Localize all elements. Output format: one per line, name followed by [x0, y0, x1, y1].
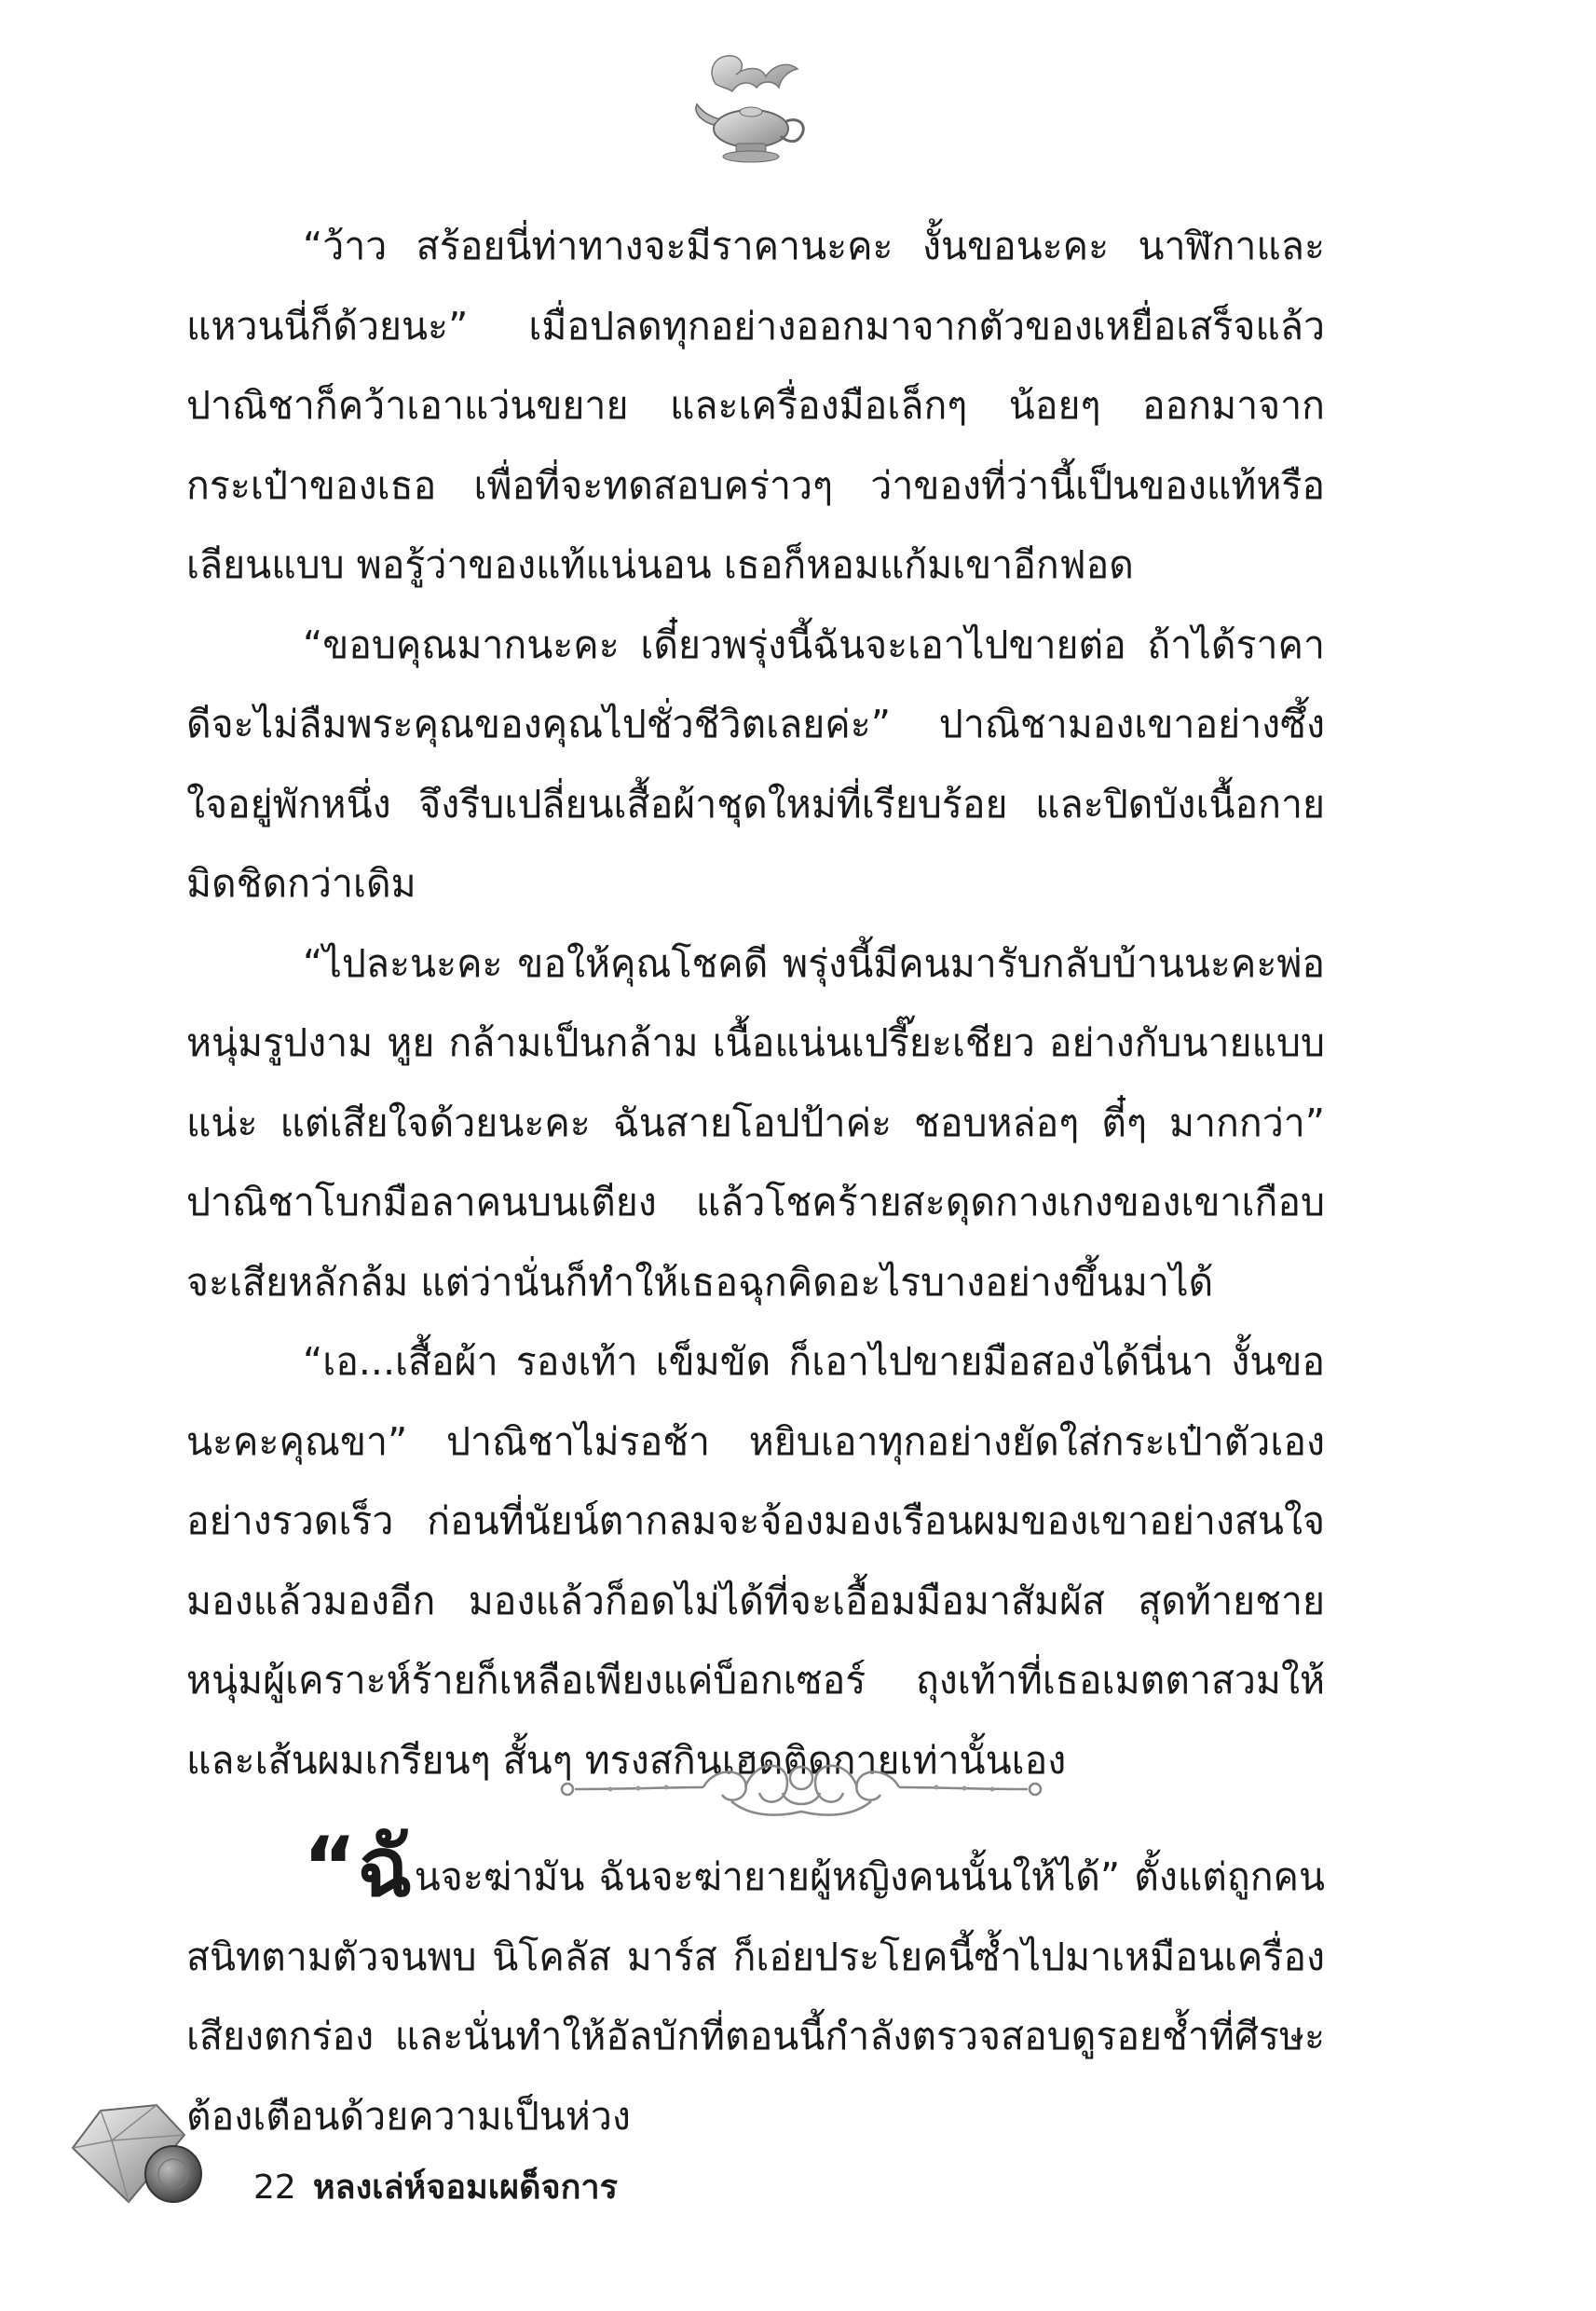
ornamental-divider-icon	[554, 1750, 1048, 1825]
page-number: 22	[253, 2168, 296, 2207]
diamond-icon	[63, 2092, 212, 2208]
book-title: หลงเล่ห์จอมเผด็จการ	[312, 2168, 618, 2207]
dropcap: “ฉั	[303, 1819, 413, 1915]
magic-lamp-icon	[688, 47, 818, 172]
paragraph: “เอ...เสื้อผ้า รองเท้า เข็มขัด ก็เอาไปขายมือสองได้นี่นา งั้นขอนะคะคุณขา” ปาณิชาไม่รอช้า หยิบเอาทุกอย่างยัดใส่กระเป๋าตัวเองอย่างรวดเร็ว ก่อนที่นัยน์ตากลมจะจ้องมองเรือนผมของเขาอย่างสนใจ มองแล้วมองอีก มองแล้วก็อดไม่ได้ที่จะเอื้อมมือมาสัมผัส สุดท้ายชายหนุ่มผู้เคราะห์ร้ายก็เหลือเพียงแค่บ็อกเซอร์ ถุงเท้าที่เธอเมตตาสวมให้ และเส้นผมเกรียนๆ สั้นๆ ทรงสกินเฮดติดกายเท่านั้นเอง	[186, 1339, 1325, 1783]
page-footer	[253, 2160, 618, 2213]
paragraph	[186, 1819, 1325, 2156]
paragraph: “ว้าว สร้อยนี่ท่าทางจะมีราคานะคะ งั้นขอนะคะ นาฬิกาและแหวนนี่ก็ด้วยนะ” เมื่อปลดทุกอย่างออกมาจากตัวของเหยื่อเสร็จแล้ว ปาณิชาก็คว้าเอาแว่นขยาย และเครื่องมือเล็กๆ น้อยๆ ออกมาจากกระเป๋าของเธอ เพื่อที่จะทดสอบคร่าวๆ ว่าของที่ว่านี้เป็นของแท้หรือเลียนแบบ พอรู้ว่าของแท้แน่นอน เธอก็หอมแก้มเขาอีกฟอด	[186, 224, 1325, 587]
paragraph: “ไปละนะคะ ขอให้คุณโชคดี พรุ่งนี้มีคนมารับกลับบ้านนะคะพ่อหนุ่มรูปงาม หูย กล้ามเป็นกล้าม เนื้อแน่นเปรี๊ยะเชียว อย่างกับนายแบบแน่ะ แต่เสียใจด้วยนะคะ ฉันสายโอปป้าค่ะ ชอบหล่อๆ ตี๋ๆ มากกว่า” ปาณิชาโบกมือลาคนบนเตียง แล้วโชคร้ายสะดุดกางเกงของเขาเกือบจะเสียหลักล้ม แต่ว่านั่นก็ทำให้เธอฉุกคิดอะไรบางอย่างขึ้นมาได้	[186, 940, 1325, 1305]
paragraph: “ขอบคุณมากนะคะ เดี๋ยวพรุ่งนี้ฉันจะเอาไปขายต่อ ถ้าได้ราคาดีจะไม่ลืมพระคุณของคุณไปชั่วชีวิตเลยค่ะ” ปาณิชามองเขาอย่างซึ้งใจอยู่พักหนึ่ง จึงรีบเปลี่ยนเสื้อผ้าชุดใหม่ที่เรียบร้อย และปิดบังเนื้อกายมิดชิดกว่าเดิม	[186, 622, 1325, 906]
paragraph-text: นจะฆ่ามัน ฉันจะฆ่ายายผู้หญิงคนนั้นให้ได้” ตั้งแต่ถูกคนสนิทตามตัวจนพบ นิโคลัส มาร์ส ก็เอ่ยประโยคนี้ซ้ำไปมาเหมือนเครื่องเสียงตกร่อง และนั่นทำให้อัลบักที่ตอนนี้กำลังตรวจสอบดูรอยช้ำที่ศีรษะต้องเตือนด้วยความเป็นห่วง	[186, 1854, 1325, 2139]
section-text	[186, 1819, 1325, 2156]
body-text	[186, 207, 1325, 1800]
